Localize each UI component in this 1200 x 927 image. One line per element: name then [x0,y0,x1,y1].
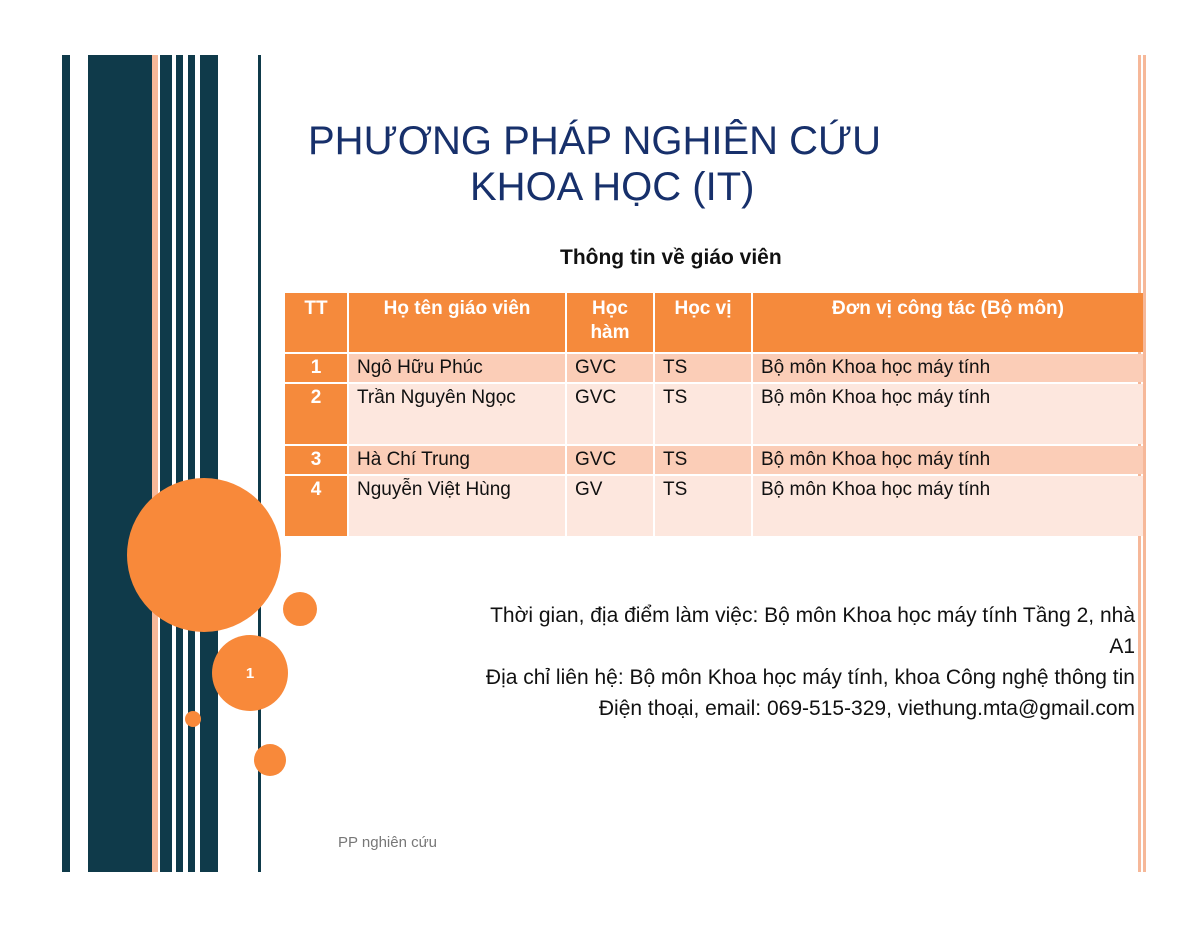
left-stripe-dark-1 [160,55,172,872]
table-row [285,476,1143,536]
contact-address: Địa chỉ liên hệ: Bộ môn Khoa học máy tính, khoa Công nghệ thông tin [485,666,1135,689]
cell-rank: GVC [567,354,653,382]
left-stripe-peach [152,55,158,872]
left-stripe-thin [62,55,70,872]
left-stripe-wide [88,55,152,872]
cell-unit: Bộ môn Khoa học máy tính [753,354,1143,382]
header-rank: Học hàm [567,293,653,352]
left-stripe-dark-4 [200,55,218,872]
large-circle-decoration [127,478,281,632]
cell-unit: Bộ môn Khoa học máy tính [753,384,1143,444]
title-line-1: PHƯƠNG PHÁP NGHIÊN CỨU [308,119,882,163]
header-tt: TT [285,293,347,352]
cell-name: Hà Chí Trung [349,446,565,474]
cell-unit: Bộ môn Khoa học máy tính [753,476,1143,536]
cell-tt: 4 [285,476,347,536]
table-header-row [285,293,1143,352]
slide-number-badge [212,635,288,711]
cell-tt: 3 [285,446,347,474]
cell-degree: TS [655,384,751,444]
footer-text: PP nghiên cứu [338,834,438,851]
page-title [300,118,1000,210]
cell-tt: 1 [285,354,347,382]
cell-rank: GVC [567,446,653,474]
cell-tt: 2 [285,384,347,444]
contact-info-block [290,600,1135,724]
work-location-building: A1 [1109,635,1135,658]
header-name: Họ tên giáo viên [349,293,565,352]
cell-degree: TS [655,476,751,536]
slide-number: 1 [245,664,255,682]
left-stripe-dark-3 [188,55,195,872]
cell-name: Trần Nguyên Ngọc [349,384,565,444]
table-row [285,446,1143,474]
left-stripe-dark-2 [176,55,183,872]
work-time-location: Thời gian, địa điểm làm việc: Bộ môn Khoa học máy tính Tầng 2, nhà [490,604,1135,627]
cell-degree: TS [655,354,751,382]
cell-unit: Bộ môn Khoa học máy tính [753,446,1143,474]
teacher-info-table [283,291,1145,538]
header-degree: Học vị [655,293,751,352]
title-line-2: KHOA HỌC (IT) [470,165,755,209]
cell-name: Nguyễn Việt Hùng [349,476,565,536]
table-row [285,384,1143,444]
phone-email: Điện thoại, email: 069-515-329, viethung.mta@gmail.com [598,697,1135,720]
cell-rank: GVC [567,384,653,444]
header-unit: Đơn vị công tác (Bộ môn) [753,293,1143,352]
tiny-circle-decoration [185,711,201,727]
cell-degree: TS [655,446,751,474]
medium-circle-decoration [254,744,286,776]
table-row [285,354,1143,382]
section-subtitle: Thông tin về giáo viên [560,246,782,269]
cell-name: Ngô Hữu Phúc [349,354,565,382]
cell-rank: GV [567,476,653,536]
